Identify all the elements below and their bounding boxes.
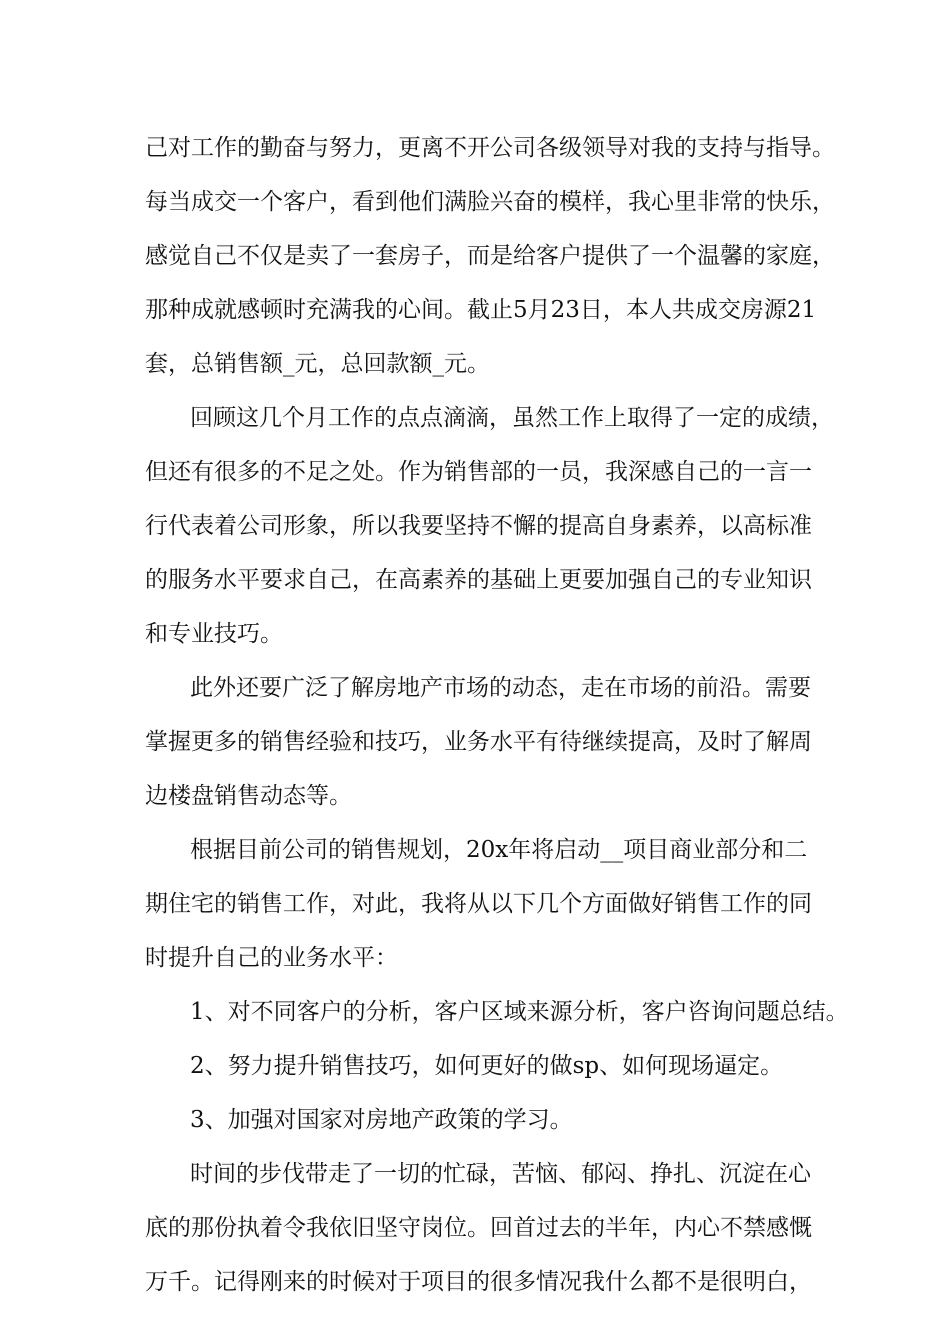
paragraph-first-line: 回顾这几个月工作的点点滴滴，虽然工作上取得了一定的成绩，	[190, 405, 834, 431]
text-line: 感觉自己不仅是卖了一套房子，而是给客户提供了一个温馨的家庭，	[145, 243, 835, 269]
text-line: 行代表着公司形象，所以我要坚持不懈的提高自身素养，以高标准	[145, 513, 812, 539]
list-item: 2、努力提升销售技巧，如何更好的做sp、如何现场逼定。	[190, 1053, 784, 1079]
text-line: 每当成交一个客户，看到他们满脸兴奋的模样，我心里非常的快乐，	[145, 189, 835, 215]
paragraph-first-line: 此外还要广泛了解房地产市场的动态，走在市场的前沿。需要	[190, 675, 811, 701]
text-line: 万千。记得刚来的时候对于项目的很多情况我什么都不是很明白，	[145, 1269, 812, 1295]
text-line: 但还有很多的不足之处。作为销售部的一员，我深感自己的一言一	[145, 459, 812, 485]
list-item: 1、对不同客户的分析，客户区域来源分析，客户咨询问题总结。	[190, 999, 849, 1025]
text-line: 套，总销售额_元，总回款额_元。	[145, 351, 490, 377]
text-line: 边楼盘销售动态等。	[145, 783, 352, 809]
text-line: 那种成就感顿时充满我的心间。截止5月23日，本人共成交房源21	[145, 297, 817, 323]
text-line: 底的那份执着令我依旧坚守岗位。回首过去的半年，内心不禁感慨	[145, 1215, 812, 1241]
list-item: 3、加强对国家对房地产政策的学习。	[190, 1107, 573, 1133]
text-line: 掌握更多的销售经验和技巧，业务水平有待继续提高，及时了解周	[145, 729, 812, 755]
text-line: 时提升自己的业务水平：	[145, 945, 398, 971]
text-line: 和专业技巧。	[145, 621, 283, 647]
text-line: 的服务水平要求自己，在高素养的基础上更要加强自己的专业知识	[145, 567, 812, 593]
text-line: 己对工作的勤奋与努力，更离不开公司各级领导对我的支持与指导。	[145, 135, 835, 161]
paragraph-first-line: 时间的步伐带走了一切的忙碌，苦恼、郁闷、挣扎、沉淀在心	[190, 1161, 811, 1187]
text-line: 期住宅的销售工作，对此，我将从以下几个方面做好销售工作的同	[145, 891, 812, 917]
paragraph-first-line: 根据目前公司的销售规划，20x年将启动__项目商业部分和二	[190, 837, 808, 863]
